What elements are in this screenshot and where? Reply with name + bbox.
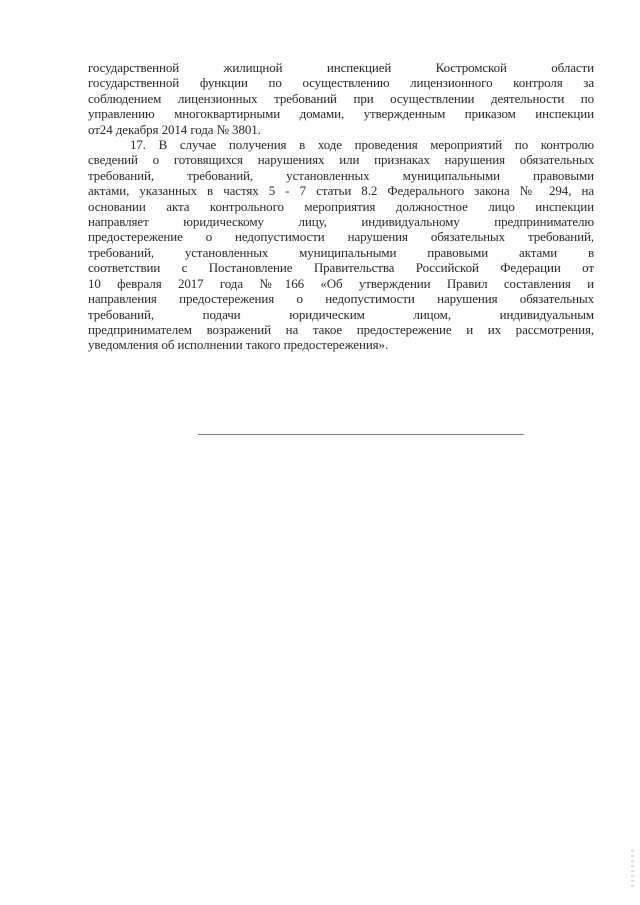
text-line: предпринимателем возражений на такое предостережение и их рассмотрения, [88,321,594,337]
text-line: направляет юридическому лицу, индивидуальному предпринимателю [88,214,594,230]
text-line: требований, требований, установленных муниципальными правовыми [88,167,594,183]
text-line: требований, установленных муниципальными правовыми актами в [88,244,594,260]
text-line: соответствии с Постановление Правительства Российской Федерации от [88,260,594,276]
text-line: основании акта контрольного мероприятия должностное лицо инспекции [88,198,594,214]
text-line: сведений о готовящихся нарушениях или признаках нарушения обязательных [88,152,594,168]
text-line: предостережение о недопустимости нарушения обязательных требований, [88,229,594,245]
text-line: государственной жилищной инспекцией Костромской области [88,60,594,75]
scan-edge-mark [631,850,634,890]
text-line: соблюдением лицензионных требований при осуществлении деятельности по [88,90,594,106]
text-line: актами, указанных в частях 5 - 7 статьи 8.2 Федерального закона № 294, на [88,183,594,199]
paragraph-continuation [88,60,594,137]
text-line: управлению многоквартирными домами, утвержденным приказом инспекции [88,106,594,122]
document-body [88,60,594,353]
text-line: от24 декабря 2014 года № 3801. [88,121,261,137]
text-line: требований, подачи юридическим лицом, индивидуальным [88,306,594,322]
text-line: 10 февраля 2017 года №166 «Об утверждении Правил составления и [88,275,594,291]
end-divider [198,434,524,435]
text-line: государственной функции по осуществлению лицензионного контроля за [88,75,594,91]
text-line: направления предостережения о недопустимости нарушения обязательных [88,291,594,307]
text-line: 17. В случае получения в ходе проведения мероприятий по контролю [130,137,594,153]
text-line: уведомления об исполнении такого предостережения». [88,337,389,353]
paragraph-17 [88,137,594,353]
